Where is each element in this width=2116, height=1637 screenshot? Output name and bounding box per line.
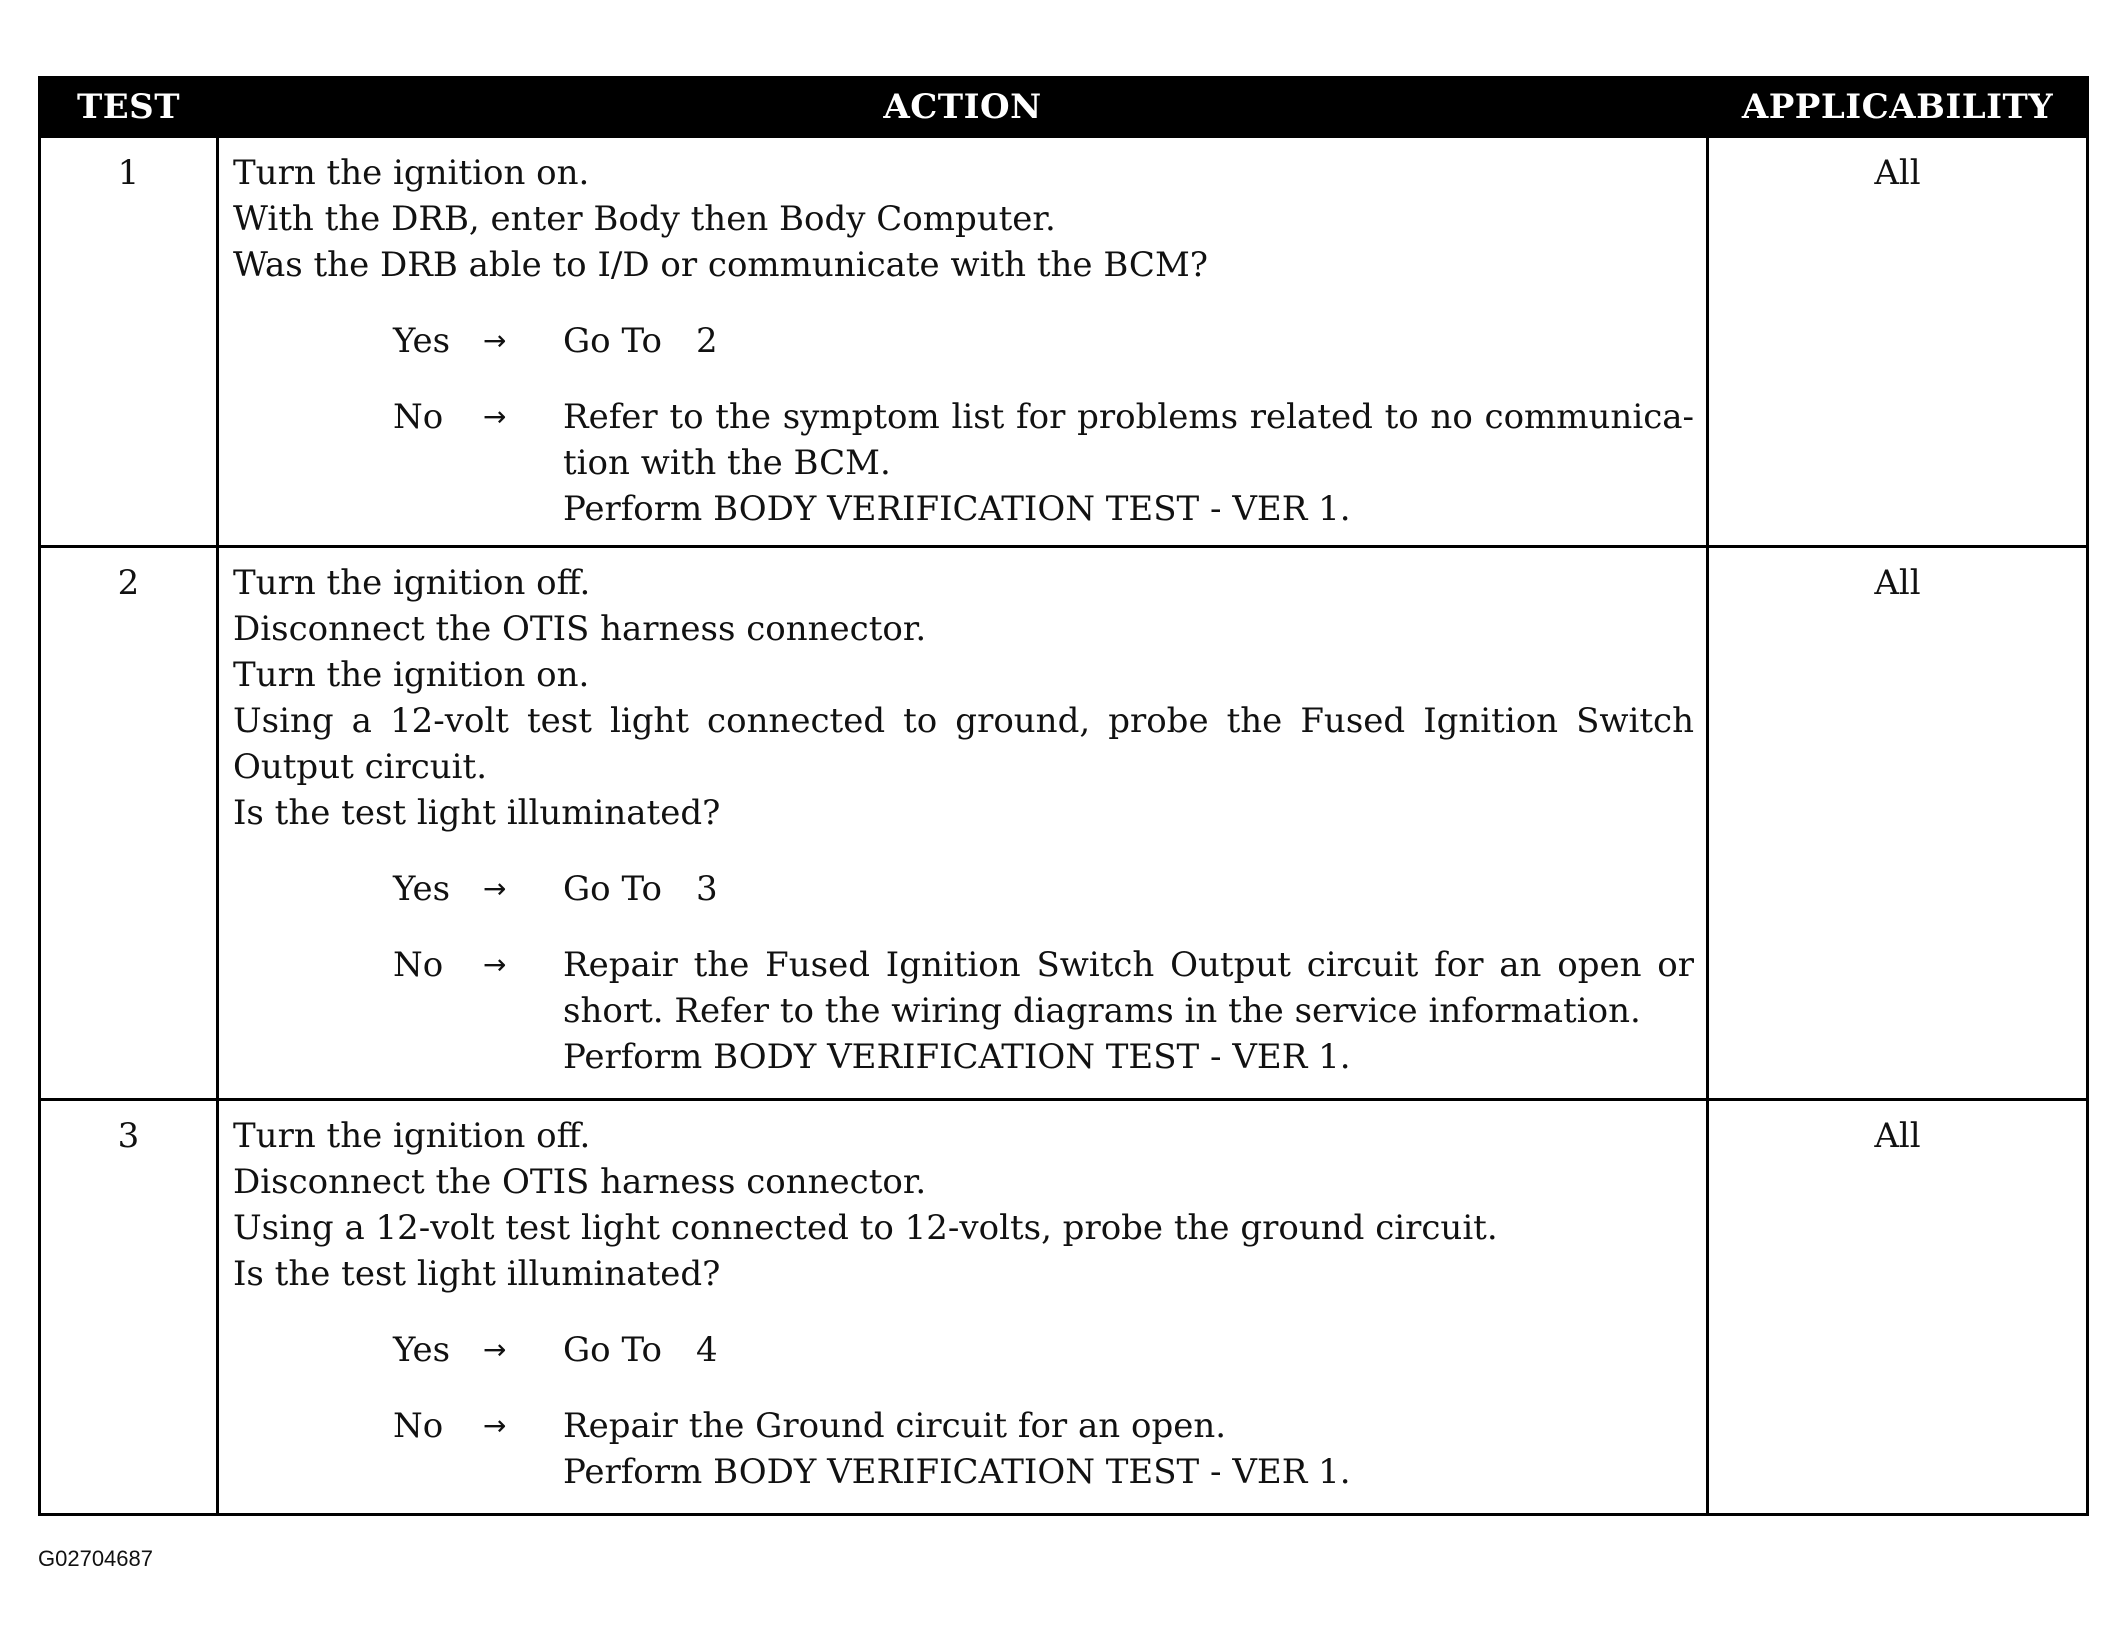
action-cell [218,547,1708,1100]
goto-target: 4 [695,1330,718,1370]
no-branch [393,394,1694,532]
action-step: Is the test light illuminated? [233,1254,721,1294]
applicability-value: All [1708,547,2088,1100]
arrow-right-icon: → [483,324,507,357]
yes-branch [393,318,1694,364]
action-step: With the DRB, enter Body then Body Computer. [233,199,1056,239]
no-action-line: Perform BODY VERIFICATION TEST - VER 1. [563,489,1351,529]
arrow-right-icon: → [483,1409,507,1442]
figure-id: G02704687 [38,1546,153,1571]
no-label: No [393,945,444,985]
goto-text: Go To [563,1330,662,1370]
action-step: Turn the ignition off. [233,563,591,603]
action-step: Using a 12-volt test light connected to ground, probe the Fused Ignition Switch [233,701,1694,741]
action-step: Was the DRB able to I/D or communicate with the BCM? [233,245,1208,285]
test-number: 2 [40,547,218,1100]
no-label: No [393,1406,444,1446]
table-row [40,1100,2088,1515]
header-test: TEST [40,78,218,137]
no-action-line: short. Refer to the wiring diagrams in the service information. [563,991,1641,1031]
action-step: Disconnect the OTIS harness connector. [233,1162,927,1202]
action-cell [218,1100,1708,1515]
table-header-row [40,78,2088,137]
arrow-right-icon: → [483,1333,507,1366]
yes-label: Yes [393,321,451,361]
no-branch [393,1403,1694,1495]
no-label: No [393,397,444,437]
arrow-right-icon: → [483,948,507,981]
action-step: Is the test light illuminated? [233,793,721,833]
goto-target: 3 [695,869,718,909]
no-branch [393,942,1694,1080]
action-step: Using a 12-volt test light connected to 12-volts, probe the ground circuit. [233,1208,1498,1248]
arrow-right-icon: → [483,400,507,433]
goto-text: Go To [563,321,662,361]
no-action-line: tion with the BCM. [563,443,891,483]
action-step: Disconnect the OTIS harness connector. [233,609,927,649]
test-number: 1 [40,137,218,547]
yes-branch [393,866,1694,912]
no-action-line: Repair the Ground circuit for an open. [563,1406,1227,1446]
header-action: ACTION [218,78,1708,137]
action-cell [218,137,1708,547]
goto-target: 2 [695,321,718,361]
no-action-line: Repair the Fused Ignition Switch Output circuit for an open or [563,945,1694,985]
action-step: Turn the ignition on. [233,153,590,193]
no-action-line: Perform BODY VERIFICATION TEST - VER 1. [563,1037,1351,1077]
test-number: 3 [40,1100,218,1515]
yes-branch [393,1327,1694,1373]
yes-label: Yes [393,1330,451,1370]
applicability-value: All [1708,1100,2088,1515]
diagnostic-test-table [38,76,2089,1516]
table-row [40,137,2088,547]
goto-text: Go To [563,869,662,909]
header-applicability: APPLICABILITY [1708,78,2088,137]
action-step: Turn the ignition on. [233,655,590,695]
no-action-line: Perform BODY VERIFICATION TEST - VER 1. [563,1452,1351,1492]
no-action-line: Refer to the symptom list for problems related to no communica- [563,397,1694,437]
arrow-right-icon: → [483,872,507,905]
action-step: Output circuit. [233,747,488,787]
action-step: Turn the ignition off. [233,1116,591,1156]
yes-label: Yes [393,869,451,909]
table-row [40,547,2088,1100]
applicability-value: All [1708,137,2088,547]
